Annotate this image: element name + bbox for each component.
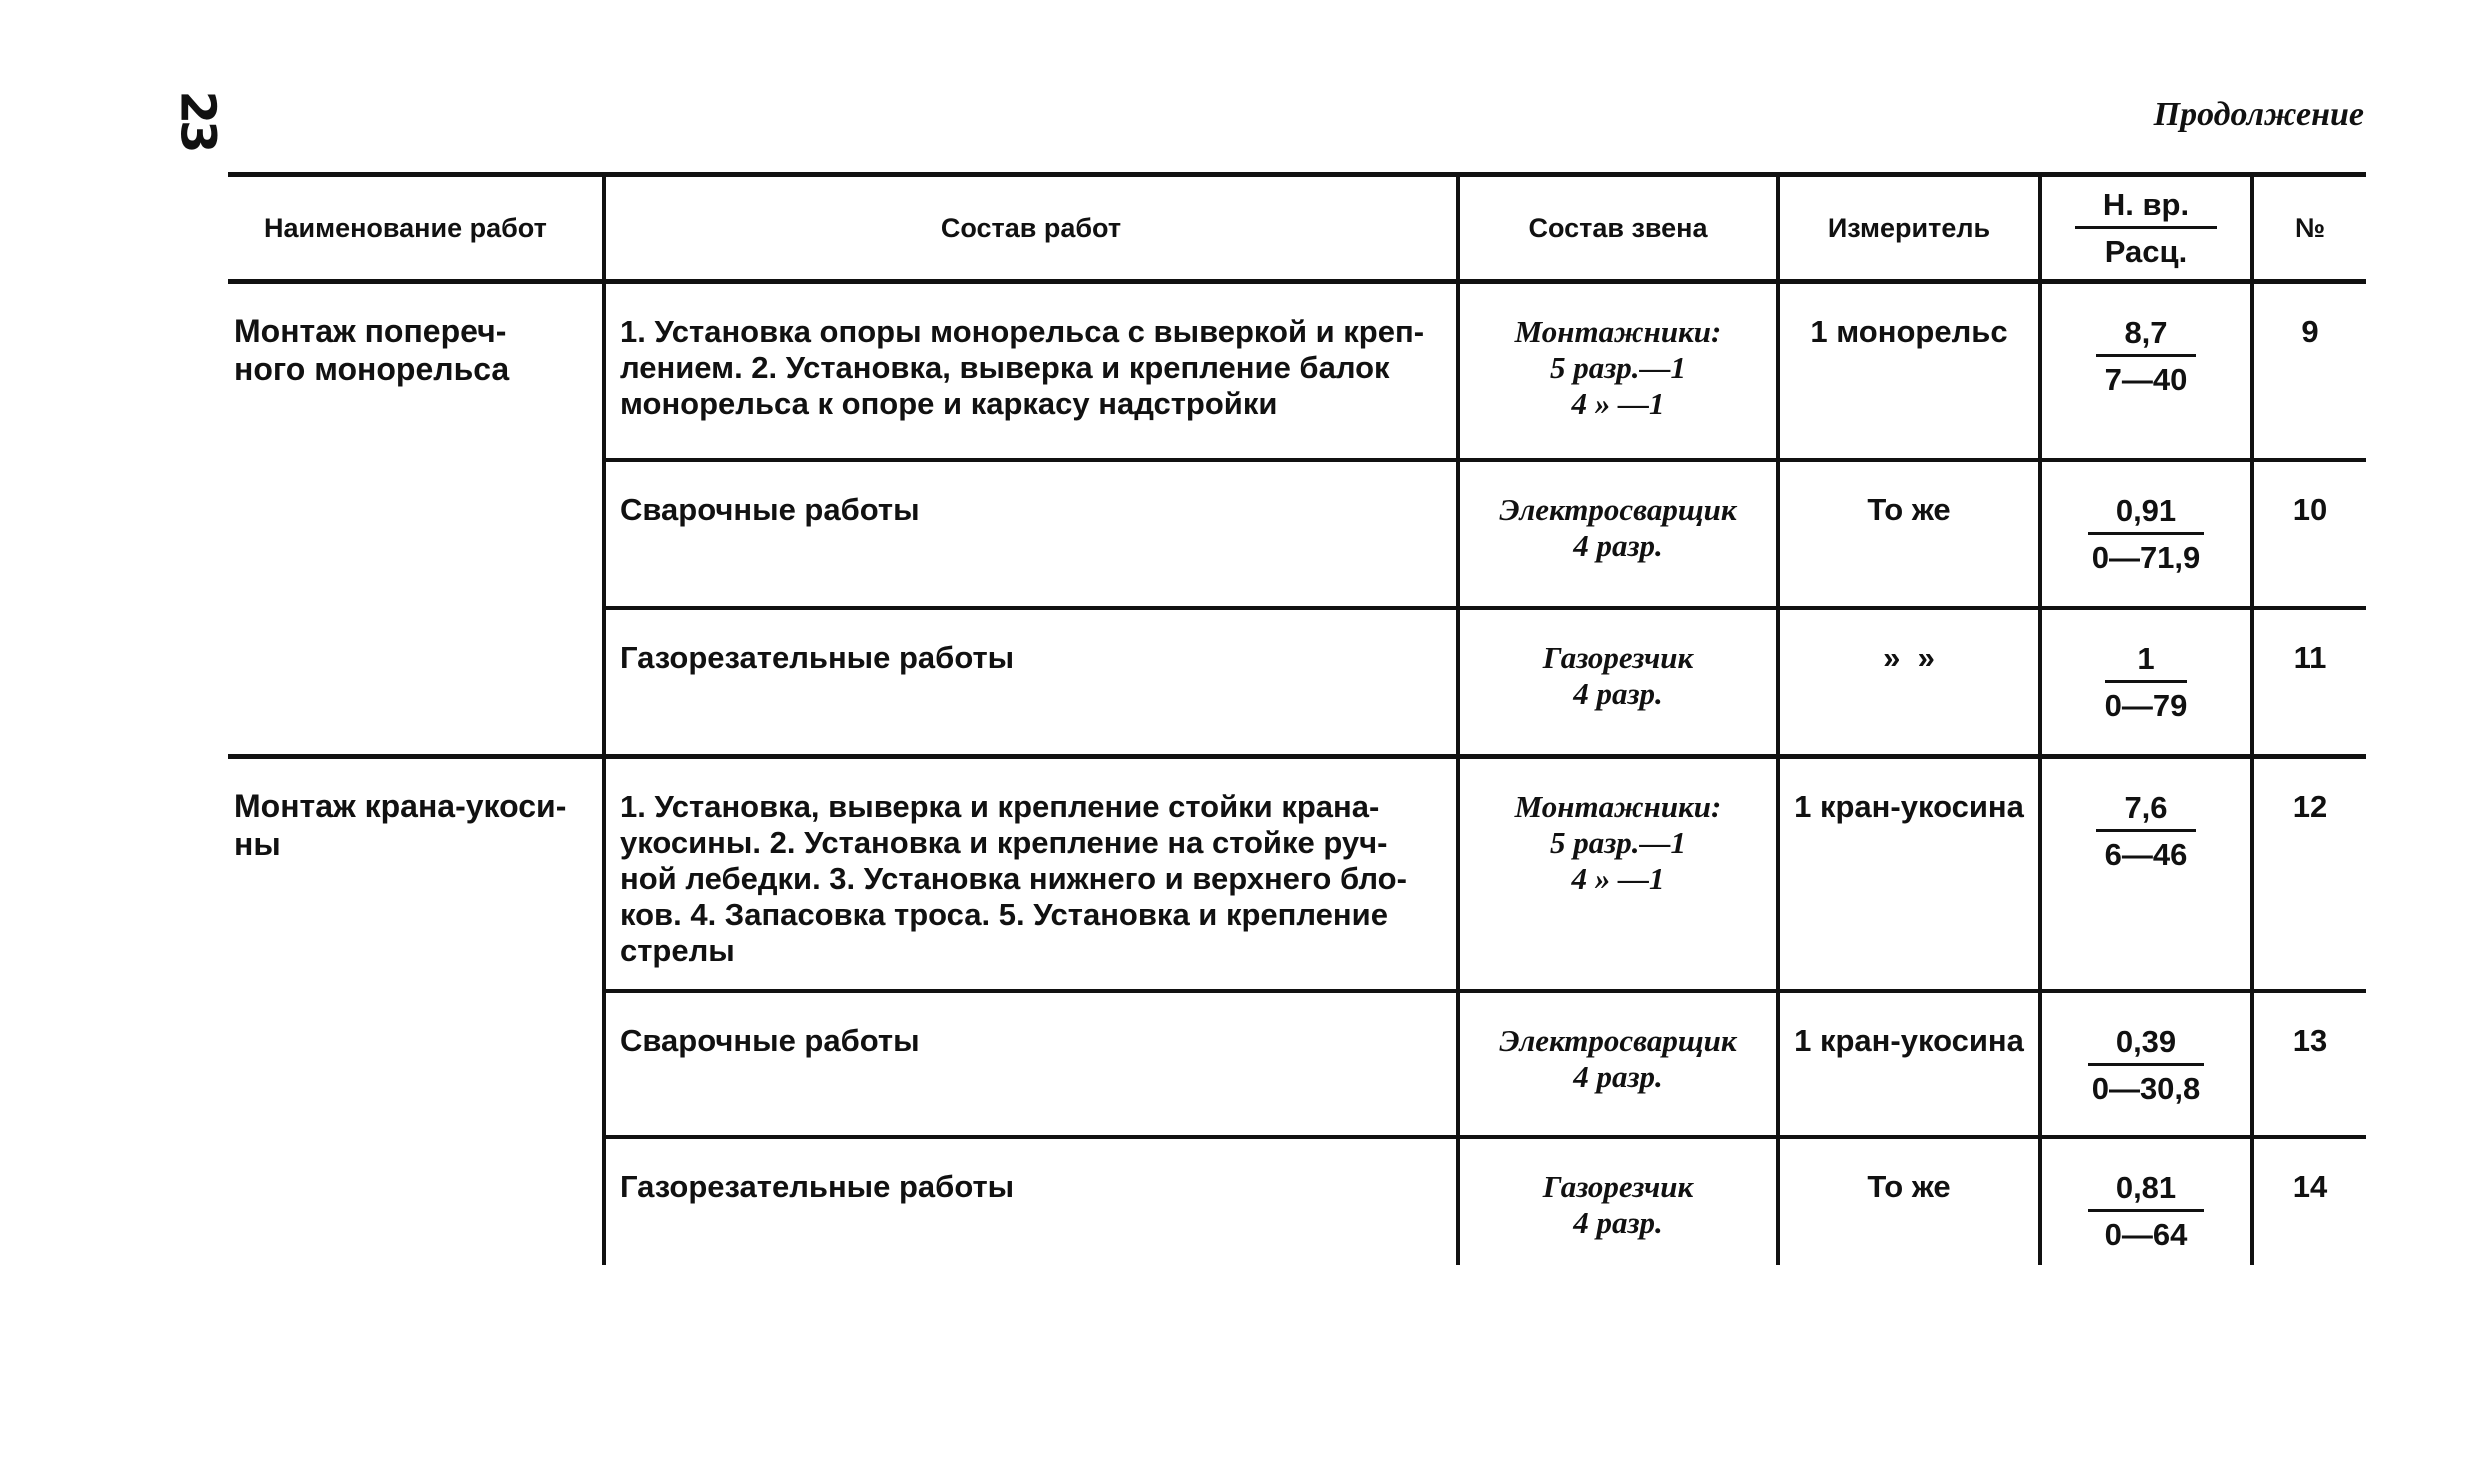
norm-cell: [2040, 608, 2252, 757]
norm-cell: [2040, 460, 2252, 608]
norm-fraction: [2088, 492, 2204, 577]
measure: 1 кран-укосина: [1778, 991, 2040, 1137]
rate: 0—30,8: [2091, 1071, 2201, 1106]
norm-cell: [2040, 991, 2252, 1137]
norm-time: 0,91: [2088, 492, 2204, 535]
crew-composition: Монтажники: 5 разр.—1 4 » —1: [1458, 282, 1778, 461]
row-number: 10: [2252, 460, 2366, 608]
norm-time: 0,39: [2088, 1023, 2204, 1066]
norm-fraction: [2088, 1023, 2204, 1108]
table-row: [228, 282, 2366, 461]
measure: » »: [1778, 608, 2040, 757]
work-composition: Сварочные работы: [604, 460, 1458, 608]
page-number: 23: [169, 90, 226, 150]
row-number: 11: [2252, 608, 2366, 757]
norm-time: 1: [2105, 640, 2188, 683]
crew-composition: Электросварщик 4 разр.: [1458, 991, 1778, 1137]
header-name: Наименование работ: [228, 175, 604, 282]
row-number: 14: [2252, 1137, 2366, 1265]
rate: 6—46: [2104, 837, 2188, 872]
work-composition: Сварочные работы: [604, 991, 1458, 1137]
measure: 1 монорельс: [1778, 282, 2040, 461]
work-composition: 1. Установка, выверка и крепление стойки крана- укосины. 2. Установка и крепление на стойке руч- ной лебедки. 3. Установка нижнего и верхнего бло- ков. 4. Запасовка троса. 5. Установка и крепление стрелы: [604, 757, 1458, 992]
norm-fraction: [2105, 640, 2188, 725]
table-row: [228, 757, 2366, 992]
work-name: Монтаж крана-укоси- ны: [228, 757, 604, 1266]
continuation-label: Продолжение: [2153, 96, 2364, 133]
header-measure: Измеритель: [1778, 175, 2040, 282]
work-composition: 1. Установка опоры монорельса с выверкой и креп- лением. 2. Установка, выверка и крепление балок монорельса к опоре и каркасу надстройки: [604, 282, 1458, 461]
norm-time: 0,81: [2088, 1169, 2204, 1212]
row-number: 13: [2252, 991, 2366, 1137]
norm-fraction: [2096, 789, 2195, 874]
work-composition: Газорезательные работы: [604, 608, 1458, 757]
header-norm-rate: Расц.: [2104, 233, 2188, 269]
row-number: 9: [2252, 282, 2366, 461]
header-number: №: [2252, 175, 2366, 282]
work-name: Монтаж попереч- ного монорельса: [234, 313, 510, 387]
measure: То же: [1778, 1137, 2040, 1265]
work-composition: Газорезательные работы: [604, 1137, 1458, 1265]
rate: 0—79: [2104, 688, 2188, 723]
norm-fraction: [2096, 314, 2195, 399]
crew-composition: Газорезчик 4 разр.: [1458, 608, 1778, 757]
header-crew: Состав звена: [1458, 175, 1778, 282]
measure: 1 кран-укосина: [1778, 757, 2040, 992]
rate: 7—40: [2104, 362, 2188, 397]
header-norm: [2040, 175, 2252, 282]
header-norm-fraction: [2075, 186, 2217, 271]
header-composition: Состав работ: [604, 175, 1458, 282]
norm-cell: [2040, 1137, 2252, 1265]
rate: 0—71,9: [2091, 540, 2201, 575]
measure: То же: [1778, 460, 2040, 608]
rate: 0—64: [2104, 1217, 2188, 1252]
norm-fraction: [2088, 1169, 2204, 1254]
norm-cell: [2040, 757, 2252, 992]
header-norm-time: Н. вр.: [2075, 186, 2217, 229]
norm-cell: [2040, 282, 2252, 461]
row-number: 12: [2252, 757, 2366, 992]
crew-composition: Газорезчик 4 разр.: [1458, 1137, 1778, 1265]
norm-time: 7,6: [2096, 789, 2195, 832]
crew-composition: Электросварщик 4 разр.: [1458, 460, 1778, 608]
norms-table: [228, 172, 2366, 1265]
table-header-row: [228, 175, 2366, 282]
norm-time: 8,7: [2096, 314, 2195, 357]
crew-composition: Монтажники: 5 разр.—1 4 » —1: [1458, 757, 1778, 992]
